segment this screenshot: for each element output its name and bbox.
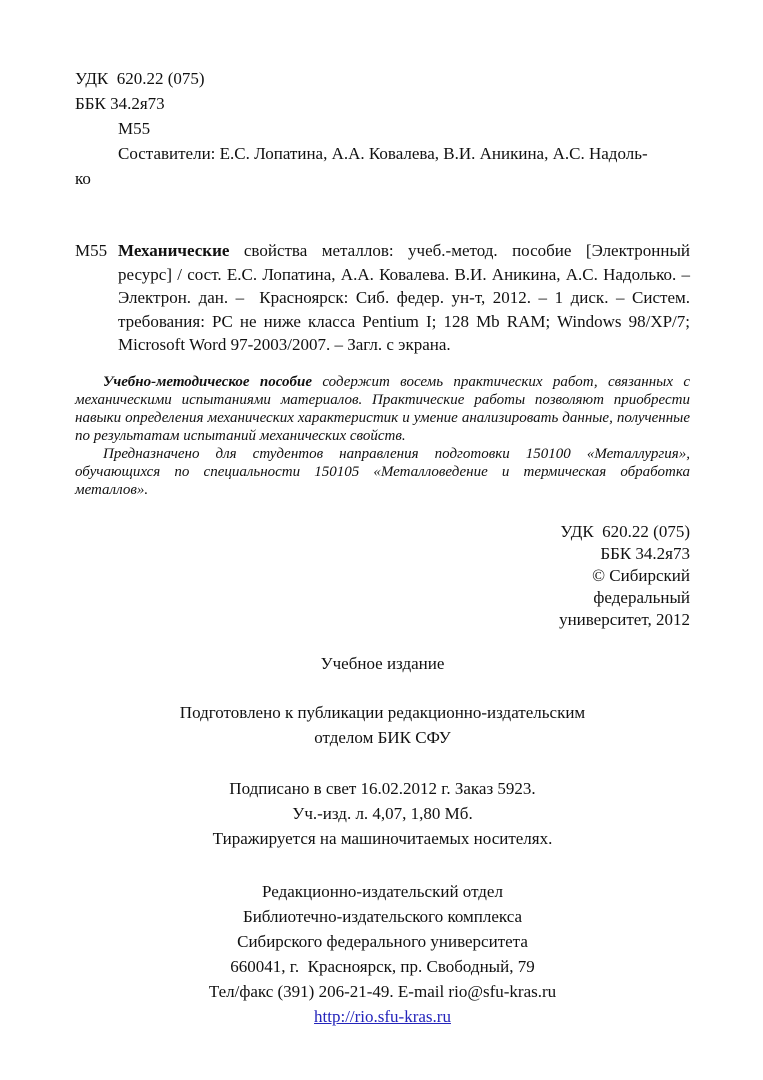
entry-description: свойства металлов: учеб.-метод. пособие [Электронный ресурс] / сост. Е.С. Лопатина, А.А. Ковалева. В.И. Аникина, А.С. Надолько. – Электрон. дан. – Красноярск: Сиб. федер. ун-т, 2012. – 1 диск. – Систем. требования: PC не ниже класса Pentium I; 128 Mb RAM; Windows 98/ХР/7; Microsoft Word 97-2003/2007. – Загл. с экрана. <box>118 241 695 354</box>
media-line: Тиражируется на машиночитаемых носителях. <box>212 828 553 848</box>
bbk-number: ББК 34.2я73 <box>75 94 165 113</box>
prepared-line-1: Подготовлено к публикации редакционно-издательским <box>179 702 586 722</box>
annotation-paragraph-1: Учебно-методическое пособие содержит восемь практических работ, связанных с механическими испытаниями материалов. Практические работы позволяют приобрести навыки определения механических характеристик и умение анализировать данные, полученные по результатам испытаний механических свойств. <box>75 373 691 444</box>
bibliographic-entry <box>75 239 695 357</box>
compilers-line: Составители: Е.С. Лопатина, А.А. Ковалева, В.И. Аникина, А.С. Надоль- ко <box>75 144 648 188</box>
copyright-holder-line-2: федеральный <box>593 587 690 607</box>
copyright-holder-line-3: университет, 2012 <box>559 609 690 629</box>
annotation-lead: Учебно-методическое пособие <box>103 373 313 390</box>
edition-type: Учебное издание <box>320 653 445 673</box>
bbk-number-repeat: ББК 34.2я73 <box>600 543 690 563</box>
copyright-holder-line-1: © Сибирский <box>592 565 690 585</box>
print-info-block <box>75 776 690 851</box>
udc-number: УДК 620.22 (075) <box>75 69 205 88</box>
publisher-contacts: Тел/факс (391) 206-21-49. E-mail rio@sfu-kras.ru <box>208 981 557 1001</box>
copyright-block <box>75 521 690 631</box>
publisher-website-link[interactable]: http://rio.sfu-kras.ru <box>314 1006 451 1026</box>
udc-number-repeat: УДК 620.22 (075) <box>560 521 690 541</box>
catalog-header <box>75 66 690 191</box>
volume-line: Уч.-изд. л. 4,07, 1,80 Мб. <box>292 803 473 823</box>
annotation <box>75 373 690 499</box>
prepared-by-block <box>75 700 690 750</box>
entry-title-bold: Механические <box>118 241 230 260</box>
publisher-line-3: Сибирского федерального университета <box>237 931 528 951</box>
signed-for-release-line: Подписано в свет 16.02.2012 г. Заказ 5923. <box>229 778 536 798</box>
publisher-address: 660041, г. Красноярск, пр. Свободный, 79 <box>230 956 535 976</box>
prepared-line-2: отделом БИК СФУ <box>314 727 451 747</box>
publisher-line-1: Редакционно-издательский отдел <box>262 881 503 901</box>
catalog-code: М55 <box>118 119 151 138</box>
publisher-line-2: Библиотечно-издательского комплекса <box>242 906 523 926</box>
entry-code: М55 <box>75 241 108 260</box>
publisher-block <box>75 879 690 1029</box>
annotation-paragraph-2: Предназначено для студентов направления подготовки 150100 «Металлургия», обучающихся по специальности 150105 «Металловедение и термическая обработка металлов». <box>75 445 690 498</box>
